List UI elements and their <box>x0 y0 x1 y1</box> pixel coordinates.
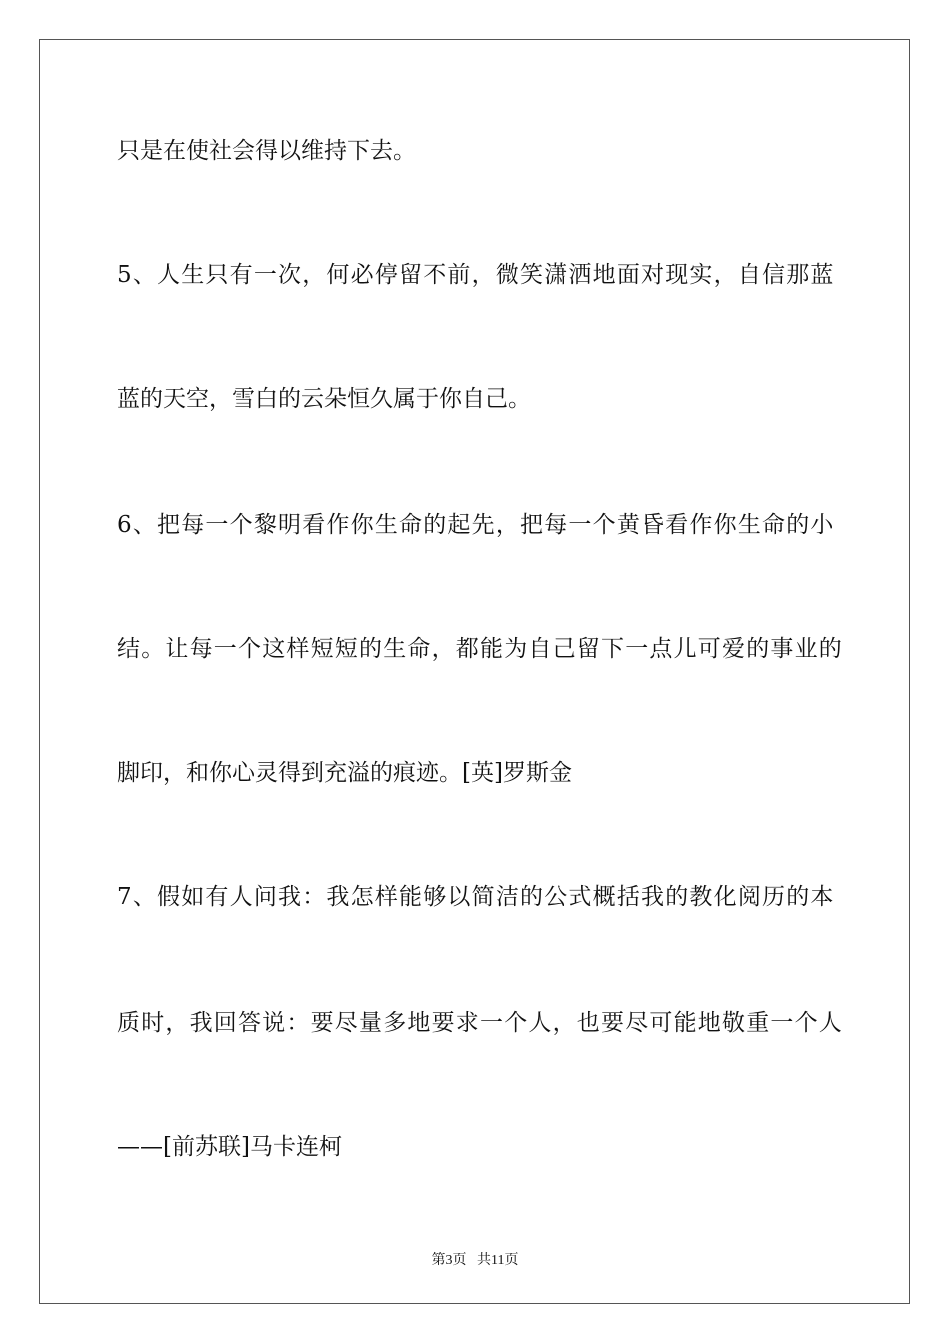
text-line: 7、假如有人问我：我怎样能够以简洁的公式概括我的教化阅历的本 <box>117 884 835 910</box>
text-line: 6、把每一个黎明看作你生命的起先，把每一个黄昏看作你生命的小 <box>117 512 835 538</box>
text-line: 蓝的天空，雪白的云朵恒久属于你自己。 <box>117 386 531 412</box>
page-number: 第3页 共11页 <box>431 1253 519 1268</box>
text-line: 5、人生只有一次，何必停留不前，微笑潇洒地面对现实，自信那蓝 <box>117 262 835 288</box>
text-line: 结。让每一个这样短短的生命，都能为自己留下一点儿可爱的事业的 <box>117 636 843 662</box>
text-line: 质时，我回答说：要尽量多地要求一个人，也要尽可能地敬重一个人 <box>117 1010 843 1036</box>
attribution-line: ——[前苏联]马卡连柯 <box>117 1134 342 1160</box>
text-line: 只是在使社会得以维持下去。 <box>117 138 416 164</box>
text-line: 脚印，和你心灵得到充溢的痕迹。[英]罗斯金 <box>117 760 572 786</box>
page-frame <box>39 39 910 1304</box>
